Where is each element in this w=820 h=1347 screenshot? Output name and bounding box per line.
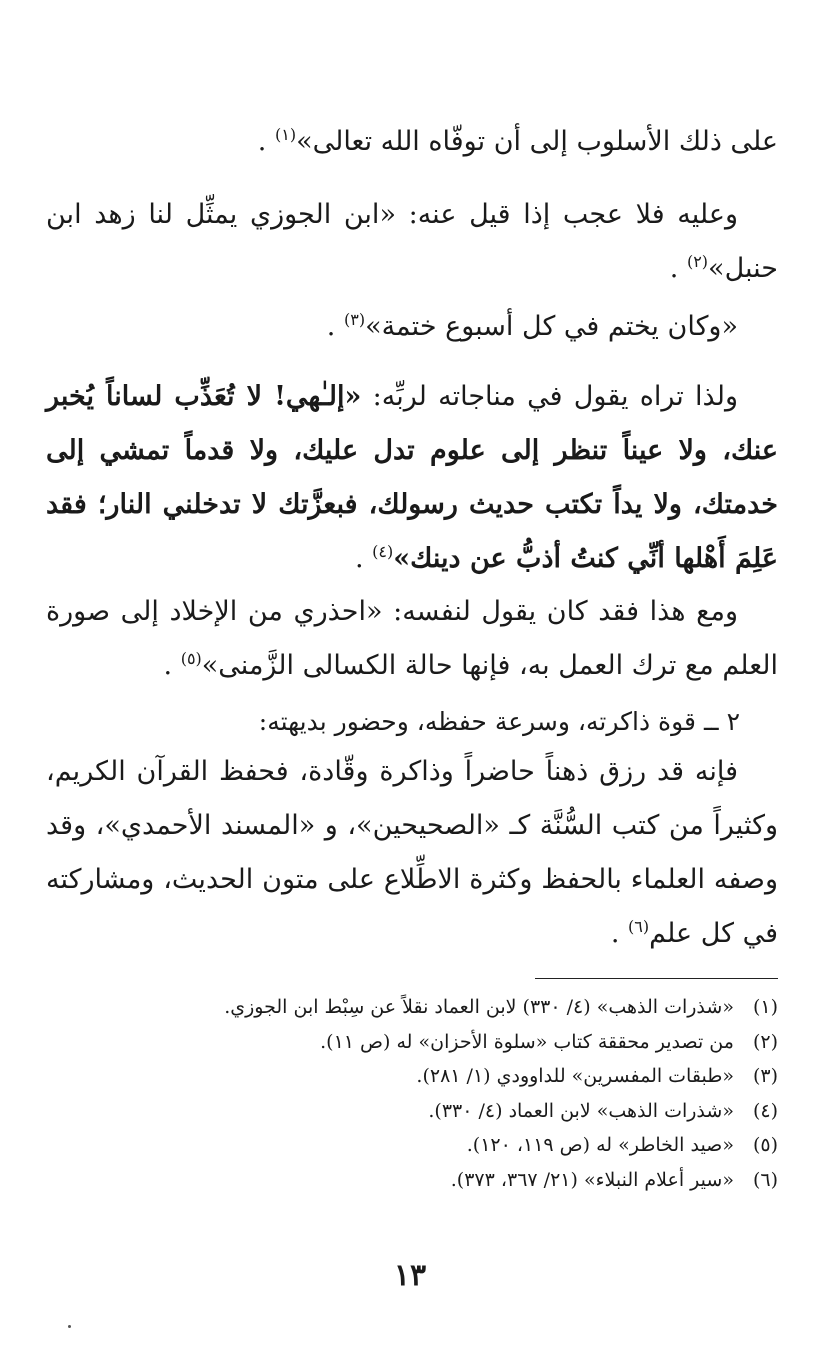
- footnote-item: [38, 1025, 778, 1060]
- footnote-number: (٥): [752, 1134, 778, 1156]
- footnote-item: [38, 1059, 778, 1094]
- footnote-ref-2[interactable]: (٢): [686, 252, 709, 271]
- footnote-ref-5[interactable]: (٥): [180, 649, 202, 668]
- paragraph-3-text: «وكان يختم في كل أسبوع ختمة»: [365, 311, 738, 342]
- footnote-text: «سير أعلام النبلاء» (٢١/ ٣٦٧، ٣٧٣).: [450, 1168, 734, 1191]
- paragraph-4: [46, 370, 778, 586]
- footnote-ref-6[interactable]: (٦): [628, 917, 650, 936]
- period: .: [355, 543, 373, 574]
- paragraph-3: [46, 300, 778, 354]
- paragraph-2-text: وعليه فلا عجب إذا قيل عنه: «ابن الجوزي يمثِّل لنا زهد ابن حنبل»: [46, 199, 778, 284]
- footnote-number: (٦): [752, 1168, 778, 1191]
- paragraph-5-text: ومع هذا فقد كان يقول لنفسه: «احذري من الإخلاد إلى صورة العلم مع ترك العمل به، فإنها حالة الكسالى الزَّمنى»: [46, 596, 778, 681]
- paragraph-5: [46, 585, 778, 693]
- footnote-text: «شذرات الذهب» (٤/ ٣٣٠) لابن العماد نقلاً عن سِبْط ابن الجوزي.: [224, 996, 734, 1018]
- page-number: ١٣: [393, 1258, 427, 1293]
- paragraph-1-text: على ذلك الأسلوب إلى أن توفّاه الله تعالى»: [296, 126, 778, 157]
- munajat-quote: «إلـٰهي! لا تُعَذِّب لساناً يُخبر عنك، ولا عيناً تنظر إلى علوم تدل عليك، ولا قدماً تمشي إلى خدمتك، ولا يداً تكتب حديث رسولك، فبعزَّتك لا تدخلني النار؛ فقد عَلِمَ أَهْلها أنِّي كنتُ أذبُّ عن دينك»: [46, 381, 778, 574]
- period: .: [257, 126, 275, 157]
- footnotes-list: [38, 990, 778, 1197]
- period: .: [610, 918, 628, 949]
- footnote-number: (٣): [752, 1065, 778, 1087]
- paragraph-6-text: فإنه قد رزق ذهناً حاضراً وذاكرة وقّادة، فحفظ القرآن الكريم، وكثيراً من كتب السُّنَّة كـ «الصحيحين»، و «المسند الأحمدي»، وقد وصفه العلماء بالحفظ وكثرة الاطِّلاع على متون الحديث، ومشاركته في كل علم: [46, 756, 778, 949]
- paragraph-1: [46, 115, 778, 169]
- footnote-ref-3[interactable]: (٣): [343, 310, 366, 329]
- paragraph-4-intro: ولذا تراه يقول في مناجاته لربِّه:: [361, 381, 738, 412]
- footnote-ref-4[interactable]: (٤): [372, 542, 394, 561]
- footnote-number: (٢): [752, 1030, 778, 1053]
- footnote-item: [38, 1094, 778, 1129]
- paragraph-2: [46, 188, 778, 296]
- period: .: [326, 311, 344, 342]
- paragraph-6: [46, 745, 778, 961]
- footnote-text: «طبقات المفسرين» للداوودي (١/ ٢٨١).: [416, 1065, 734, 1087]
- section-heading: ٢ ــ قوة ذاكرته، وسرعة حفظه، وحضور بديهته:: [258, 707, 740, 736]
- scan-speck: [68, 1325, 71, 1328]
- footnote-divider: [535, 978, 778, 979]
- footnote-ref-1[interactable]: (١): [274, 125, 297, 144]
- footnote-text: «شذرات الذهب» لابن العماد (٤/ ٣٣٠).: [428, 1099, 734, 1122]
- footnote-text: «صيد الخاطر» له (ص ١١٩، ١٢٠).: [466, 1134, 734, 1156]
- footnote-item: [38, 1163, 778, 1198]
- footnote-item: [38, 990, 778, 1025]
- footnote-number: (١): [752, 996, 778, 1018]
- period: .: [163, 650, 181, 681]
- footnote-text: من تصدير محققة كتاب «سلوة الأحزان» له (ص ١١).: [320, 1030, 734, 1053]
- footnote-item: [38, 1128, 778, 1163]
- period: .: [669, 253, 687, 284]
- footnote-number: (٤): [752, 1099, 778, 1122]
